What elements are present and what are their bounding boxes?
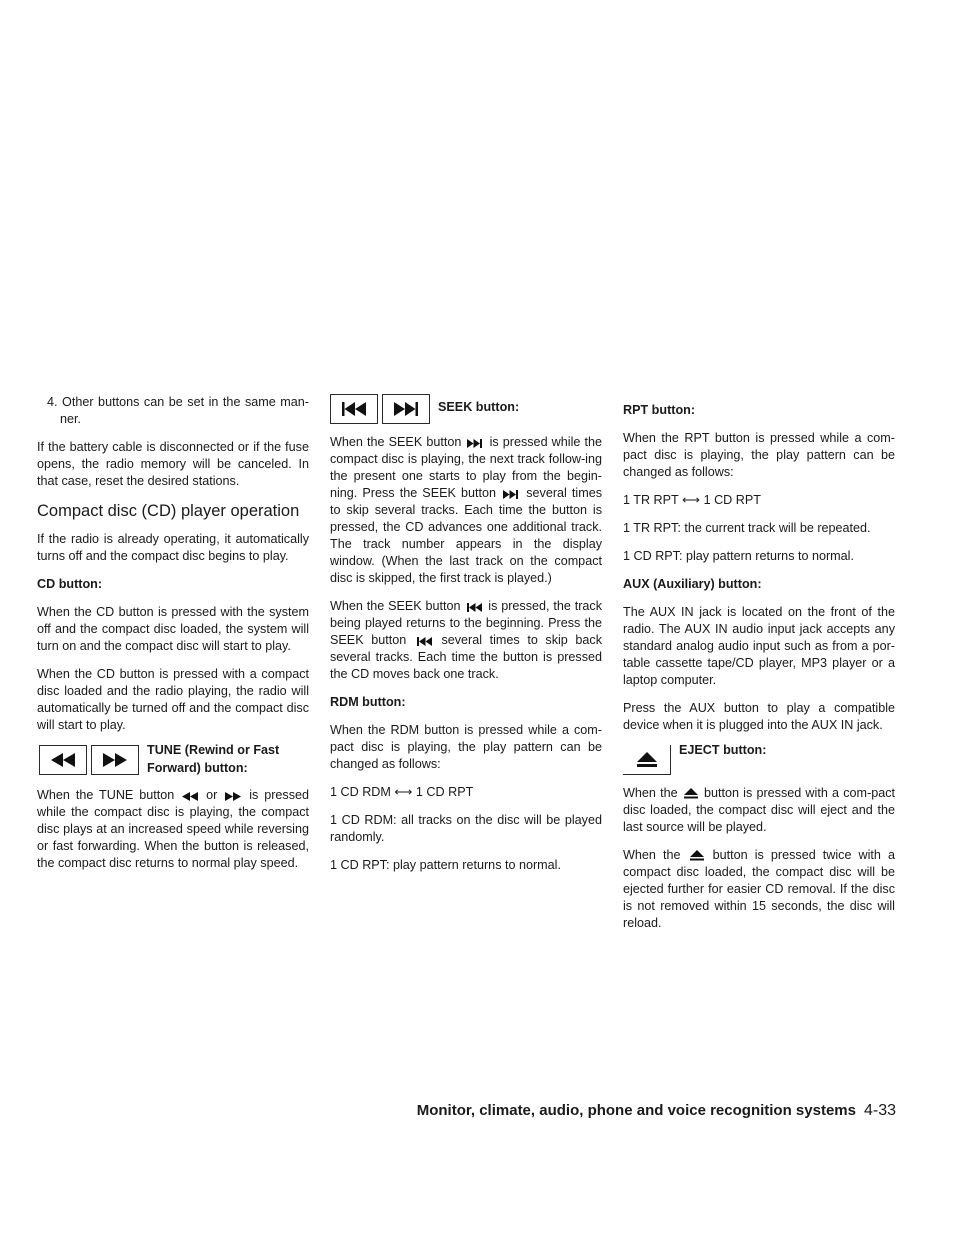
rewind-icon: [39, 745, 87, 775]
tune-button-label: [147, 741, 279, 777]
tune-text-b: is pressed while the compact disc is playing, the compact disc plays at an increased speed while reversing or fast forwarding. When the button is released, the compact disc returns to normal play speed.: [37, 788, 310, 870]
cd-paragraph-2: When the CD button is pressed with a compact disc loaded and the radio playing, the radio will automatically be turned off and the compact disc will start to play.: [37, 667, 309, 732]
rpt-paragraph-4: 1 CD RPT: play pattern returns to normal.: [623, 549, 854, 563]
skip-back-icon: [466, 603, 482, 612]
eject-button-label: EJECT button:: [679, 743, 767, 757]
tune-text-or: or: [206, 788, 218, 802]
rdm-paragraph-4: 1 CD RPT: play pattern returns to normal.: [330, 858, 561, 872]
seek-button-figure: [330, 394, 602, 424]
cd-paragraph-1: When the CD button is pressed with the system off and the compact disc loaded, the system will turn on and the compact disc will start to play.: [37, 605, 309, 653]
seek2-text-c: several times to skip back several tracks. Each time the button is pressed the CD moves back one track.: [330, 633, 603, 681]
seek-button-label: SEEK button:: [438, 400, 520, 414]
eject-icon: [623, 745, 671, 775]
aux-button-heading: AUX (Auxiliary) button:: [623, 577, 762, 591]
fast-forward-icon: [225, 792, 241, 801]
rdm-paragraph-2: 1 CD RDM ⟷ 1 CD RPT: [330, 785, 474, 799]
footer-title: Monitor, climate, audio, phone and voice recognition systems: [416, 1102, 856, 1119]
tune-label-line2: Forward) button:: [147, 761, 248, 775]
section-title: Compact disc (CD) player operation: [37, 502, 300, 520]
rdm-paragraph-3: 1 CD RDM: all tracks on the disc will be played randomly.: [330, 813, 602, 844]
battery-paragraph: If the battery cable is disconnected or if the fuse opens, the radio memory will be canceled. In that case, reset the desired stations.: [37, 440, 309, 488]
rdm-paragraph-1: When the RDM button is pressed while a com-pact disc is playing, the play pattern can be changed as follows:: [330, 723, 602, 771]
column-middle: [330, 394, 602, 885]
eject-button-figure: [623, 745, 895, 775]
eject-icon: [684, 788, 698, 799]
rpt-button-heading: RPT button:: [623, 403, 696, 417]
skip-back-icon: [416, 637, 432, 646]
skip-forward-icon: [467, 439, 483, 448]
seek1-text-c: several times to skip several tracks. Each time the button is pressed, the CD advances one additional track. The track number appears in the display window. (When the last track on the compact disc is skipped, the first track is played.): [330, 486, 603, 585]
skip-forward-icon: [503, 490, 519, 499]
tune-button-figure: [37, 745, 309, 777]
seek-paragraph-1: [330, 434, 602, 587]
seek-paragraph-2: [330, 598, 602, 683]
tune-text-a: When the TUNE button: [37, 788, 175, 802]
tune-paragraph: [37, 787, 309, 872]
rpt-paragraph-1: When the RPT button is pressed while a com-pact disc is playing, the play pattern can be changed as follows:: [623, 431, 895, 479]
eject-paragraph-1: [623, 785, 895, 836]
skip-forward-icon: [382, 394, 430, 424]
rewind-icon: [182, 792, 198, 801]
seek2-text-b: is pressed, the track being played returns to the beginning. Press the SEEK button: [330, 599, 603, 647]
page-number: 4-33: [863, 1102, 896, 1119]
eject-icon: [690, 850, 704, 861]
seek1-text-a: When the SEEK button: [330, 435, 462, 449]
aux-paragraph-1: The AUX IN jack is located on the front of the radio. The AUX IN audio input jack accepts any standard analog audio input such as from a por-table cassette tape/CD player, MP3 player or a laptop computer.: [623, 605, 895, 687]
eject1-text-a: When the: [623, 786, 678, 800]
column-right: [623, 394, 895, 943]
seek2-text-a: When the SEEK button: [330, 599, 461, 613]
eject-paragraph-2: [623, 847, 895, 932]
eject2-text-a: When the: [623, 848, 681, 862]
aux-paragraph-2: Press the AUX button to play a compatible device when it is plugged into the AUX IN jack.: [623, 701, 895, 732]
page-footer: [417, 1102, 896, 1120]
cd-intro-paragraph: If the radio is already operating, it automatically turns off and the compact disc begins to play.: [37, 532, 309, 563]
eject2-text-b: button is pressed twice with a compact disc loaded, the compact disc will be ejected further for easier CD removal. If the disc is not removed within 15 seconds, the disc will reload.: [623, 848, 896, 930]
cd-button-heading: CD button:: [37, 577, 103, 591]
eject1-text-b: button is pressed with a com-pact disc loaded, the compact disc will eject and the last source will be played.: [623, 786, 895, 834]
rpt-paragraph-3: 1 TR RPT: the current track will be repeated.: [623, 521, 871, 535]
fast-forward-icon: [91, 745, 139, 775]
list-item: 4. Other buttons can be set in the same man-ner.: [47, 395, 309, 426]
rdm-button-heading: RDM button:: [330, 695, 406, 709]
tune-label-line1: TUNE (Rewind or Fast: [147, 743, 280, 757]
seek1-text-b: is pressed while the compact disc is playing, the next track follow-ing the present one starts to play from the begin-ning. Press the SEEK button: [330, 435, 602, 500]
rpt-paragraph-2: 1 TR RPT ⟷ 1 CD RPT: [623, 493, 761, 507]
skip-back-icon: [330, 394, 378, 424]
column-left: [37, 394, 309, 883]
